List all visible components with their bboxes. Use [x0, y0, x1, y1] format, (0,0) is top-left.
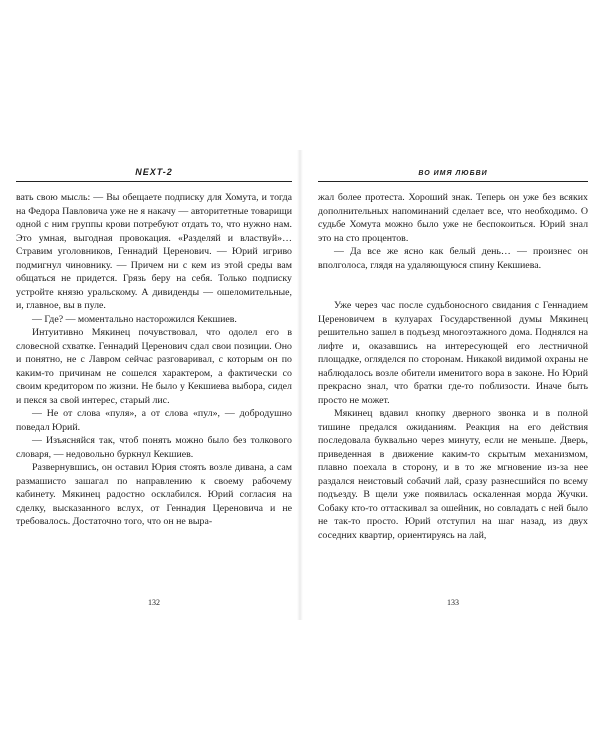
left-running-head-text: NEXT-2 — [135, 167, 173, 177]
left-page — [16, 167, 292, 607]
left-running-head — [16, 167, 292, 182]
right-paragraph-3: Уже через час после судьбоносного свидания с Геннадием Цереновичем в кулуарах Государственной думы Мякинец решительно зашел в подъезд многоэтажного дома. Поднялся на лифте и, оказавшись на интересующей его лестничной площадке, огляделся по сторонам. Никакой видимой охраны не наблюдалось возле обители именитого вора в законе. Но Юрий прекрасно знал, что братки где-то поблизости. Иначе быть просто не может. — [318, 300, 588, 406]
right-page — [318, 167, 588, 607]
book-gutter — [297, 150, 303, 620]
right-running-head-text: ВО ИМЯ ЛЮБВИ — [418, 170, 488, 177]
left-page-text — [16, 191, 292, 529]
left-paragraph-5: — Изъясняйся так, чтоб понять можно было без толкового словаря, — недовольно буркнул Кекшиев. — [16, 435, 292, 460]
right-page-number: 133 — [447, 598, 459, 607]
right-running-head — [318, 167, 588, 182]
right-paragraph-2: — Да все же ясно как белый день… — произнес он вполголоса, глядя на удаляющуюся спину Кекшиева. — [318, 246, 588, 271]
left-page-number: 132 — [148, 598, 160, 607]
right-paragraph-4: Мякинец вдавил кнопку дверного звонка и в полной тишине предался ожиданиям. Реакция на его действия последовала буквально через минуту, если не меньше. Дверь, приведенная в движение каким-то скрытым механизмом, плавно поехала в сторону, и в то же мгновение из-за нее раздался неистовый собачий лай, сразу разнесшийся по всему подъезду. В щели уже появилась оскаленная морда Жучки. Собаку кто-то оттаскивал за ошейник, но совладать с ней было не так-то просто. Юрий отступил на шаг назад, из двух соседних квартир, ориентируясь на лай, — [318, 408, 588, 541]
left-paragraph-6: Развернувшись, он оставил Юрия стоять возле дивана, а сам размашисто зашагал по направлению к своему рабочему кабинету. Мякинец радостно осклабился. Юрий согласия на сделку, высказанного вслух, от Геннадия Цереновича и не требовалось. Достаточно того, что он не выра- — [16, 462, 292, 527]
left-paragraph-4: — Не от слова «пуля», а от слова «пул», — добродушно поведал Юрий. — [16, 408, 292, 433]
left-paragraph-2: — Где? — моментально насторожился Кекшиев. — [32, 313, 237, 325]
left-paragraph-3: Интуитивно Мякинец почувствовал, что одолел его в словесной схватке. Геннадий Церенович сдал свои позиции. Оно и понятно, не с Лавром сейчас разговаривал, с которым он по каким-то причинам не сошелся характером, а фактически со своим кредитором по жизни. Не было у Кекшиева выбора, сидел и пекся за свой интерес, старый лис. — [16, 327, 292, 406]
right-paragraph-1: жал более протеста. Хороший знак. Теперь он уже без всяких дополнительных напоминаний сделает все, что необходимо. О судьбе Хомута можно было уже не беспокоиться. Юрий знал это на сто процентов. — [318, 192, 588, 244]
right-page-text — [318, 191, 588, 542]
left-paragraph-1: вать свою мысль: — Вы обещаете подписку для Хомута, и тогда на Федора Павловича уже не я накачу — авторитетные товарищи одной с ним группы крови потребуют отдать то, что нужно нам. Это умная, выгодная провокация. «Разделяй и властвуй»… Стравим уголовников, Геннадий Церенович. — Юрий игриво подмигнул чиновнику. — Причем ни с кем из этой среды вам общаться не придется. Грязь беру на себя. Только подписку устройте князю уральскому. А дивиденды — ошеломительные, и, главное, вы в пуле. — [16, 192, 292, 311]
